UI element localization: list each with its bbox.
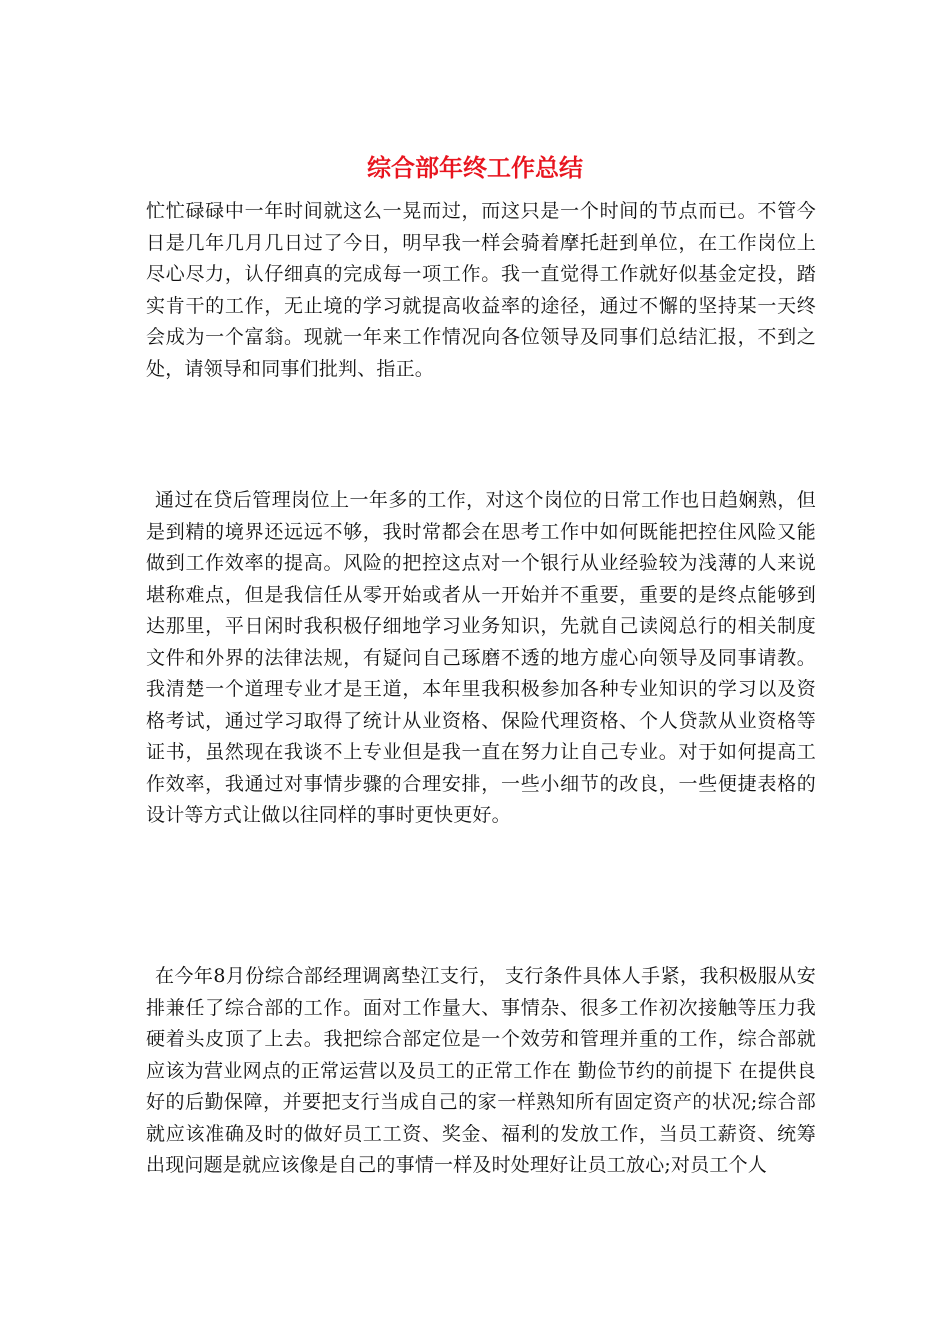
paragraph-intro: 忙忙碌碌中一年时间就这么一晃而过，而这只是一个时间的节点而已。不管今日是几年几月几日过了今日，明早我一样会骑着摩托赶到单位，在工作岗位上尽心尽力，认仔细真的完成每一项工作。我一直觉得工作就好似基金定投，踏实肯干的工作，无止境的学习就提高收益率的途径，通过不懈的坚持某一天终会成为一个富翁。现就一年来工作情况向各位领导及同事们总结汇报，不到之处，请领导和同事们批判、指正。 — [146, 200, 816, 380]
paragraph-loan-management: 通过在贷后管理岗位上一年多的工作，对这个岗位的日常工作也日趋娴熟，但是到精的境界还远远不够，我时常都会在思考工作中如何既能把控住风险又能做到工作效率的提高。风险的把控这点对一个银行从业经验较为浅薄的人来说堪称难点，但是我信任从零开始或者从一开始并不重要，重要的是终点能够到达那里，平日闲时我积极仔细地学习业务知识，先就自己读阅总行的相关制度文件和外界的法律法规，有疑问自己琢磨不透的地方虚心向领导及同事请教。我清楚一个道理专业才是王道，本年里我积极参加各种专业知识的学习以及资格考试，通过学习取得了统计从业资格、保险代理资格、个人贷款从业资格等证书，虽然现在我谈不上专业但是我一直在努力让自己专业。对于如何提高工作效率，我通过对事情步骤的合理安排，一些小细节的改良，一些便捷表格的设计等方式让做以往同样的事时更快更好。 — [146, 489, 816, 826]
document-title: 综合部年终工作总结 — [367, 153, 583, 182]
paragraph-general-department: 在今年8月份综合部经理调离垫江支行， 支行条件具体人手紧，我积极服从安排兼任了综合部的工作。面对工作量大、事情杂、很多工作初次接触等压力我硬着头皮顶了上去。我把综合部定位是一个效劳和管理并重的工作，综合部就应该为营业网点的正常运营以及员工的正常工作在 勤俭节约的前提下 在提供良好的后勤保障，并要把支行当成自己的家一样熟知所有固定资产的状况;综合部就应该准确及时的做好员工工资、奖金、福利的发放工作，当员工薪资、统筹出现问题是就应该像是自己的事情一样及时处理好让员工放心;对员工个人 — [146, 965, 816, 1176]
